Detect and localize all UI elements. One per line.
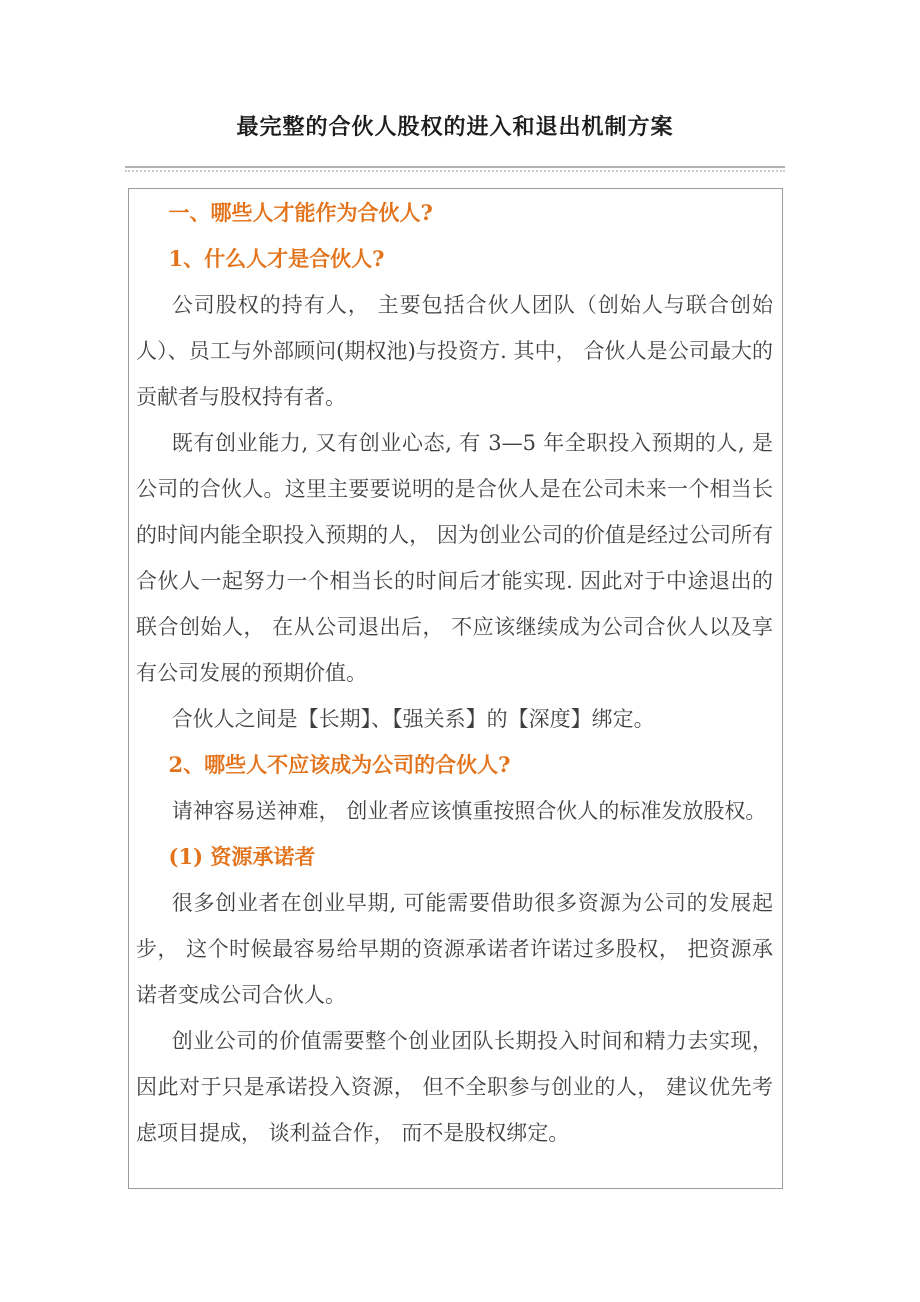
document-title: 最完整的合伙人股权的进入和退出机制方案	[236, 114, 674, 139]
paragraph: 创业公司的价值需要整个创业团队长期投入时间和精力去实现， 因此对于只是承诺投入资源， 但不全职参与创业的人， 建议优先考虑项目提成， 谈利益合作， 而不是股权绑定。	[136, 1029, 773, 1145]
content-box	[128, 188, 783, 1189]
paragraph: 公司股权的持有人， 主要包括合伙人团队（创始人与联合创始人）、员工与外部顾问(期权池)与投资方. 其中， 合伙人是公司最大的贡献者与股权持有者。	[136, 293, 773, 409]
paragraph: 既有创业能力, 又有创业心态, 有 3—5 年全职投入预期的人, 是公司的合伙人。这里主要要说明的是合伙人是在公司未来一个相当长的时间内能全职投入预期的人， 因为创业公司的价值是经过公司所有合伙人一起努力一个相当长的时间后才能实现. 因此对于中途退出的联合创始人， 在从公司退出后， 不应该继续成为公司合伙人以及享有公司发展的预期价值。	[136, 431, 773, 685]
paragraph: 很多创业者在创业早期, 可能需要借助很多资源为公司的发展起步， 这个时候最容易给早期的资源承诺者许诺过多股权， 把资源承诺者变成公司合伙人。	[136, 891, 773, 1007]
horizontal-rule	[125, 166, 785, 172]
paragraph: 请神容易送神难， 创业者应该慎重按照合伙人的标准发放股权。	[171, 799, 767, 823]
section-heading: 1、什么人才是合伙人?	[168, 246, 385, 271]
section-heading: (1) 资源承诺者	[168, 844, 316, 869]
section-heading: 一、哪些人才能作为合伙人?	[168, 200, 433, 225]
section-heading: 2、哪些人不应该成为公司的合伙人?	[168, 752, 511, 777]
paragraph: 合伙人之间是【长期】、【强关系】的【深度】绑定。	[171, 707, 655, 731]
